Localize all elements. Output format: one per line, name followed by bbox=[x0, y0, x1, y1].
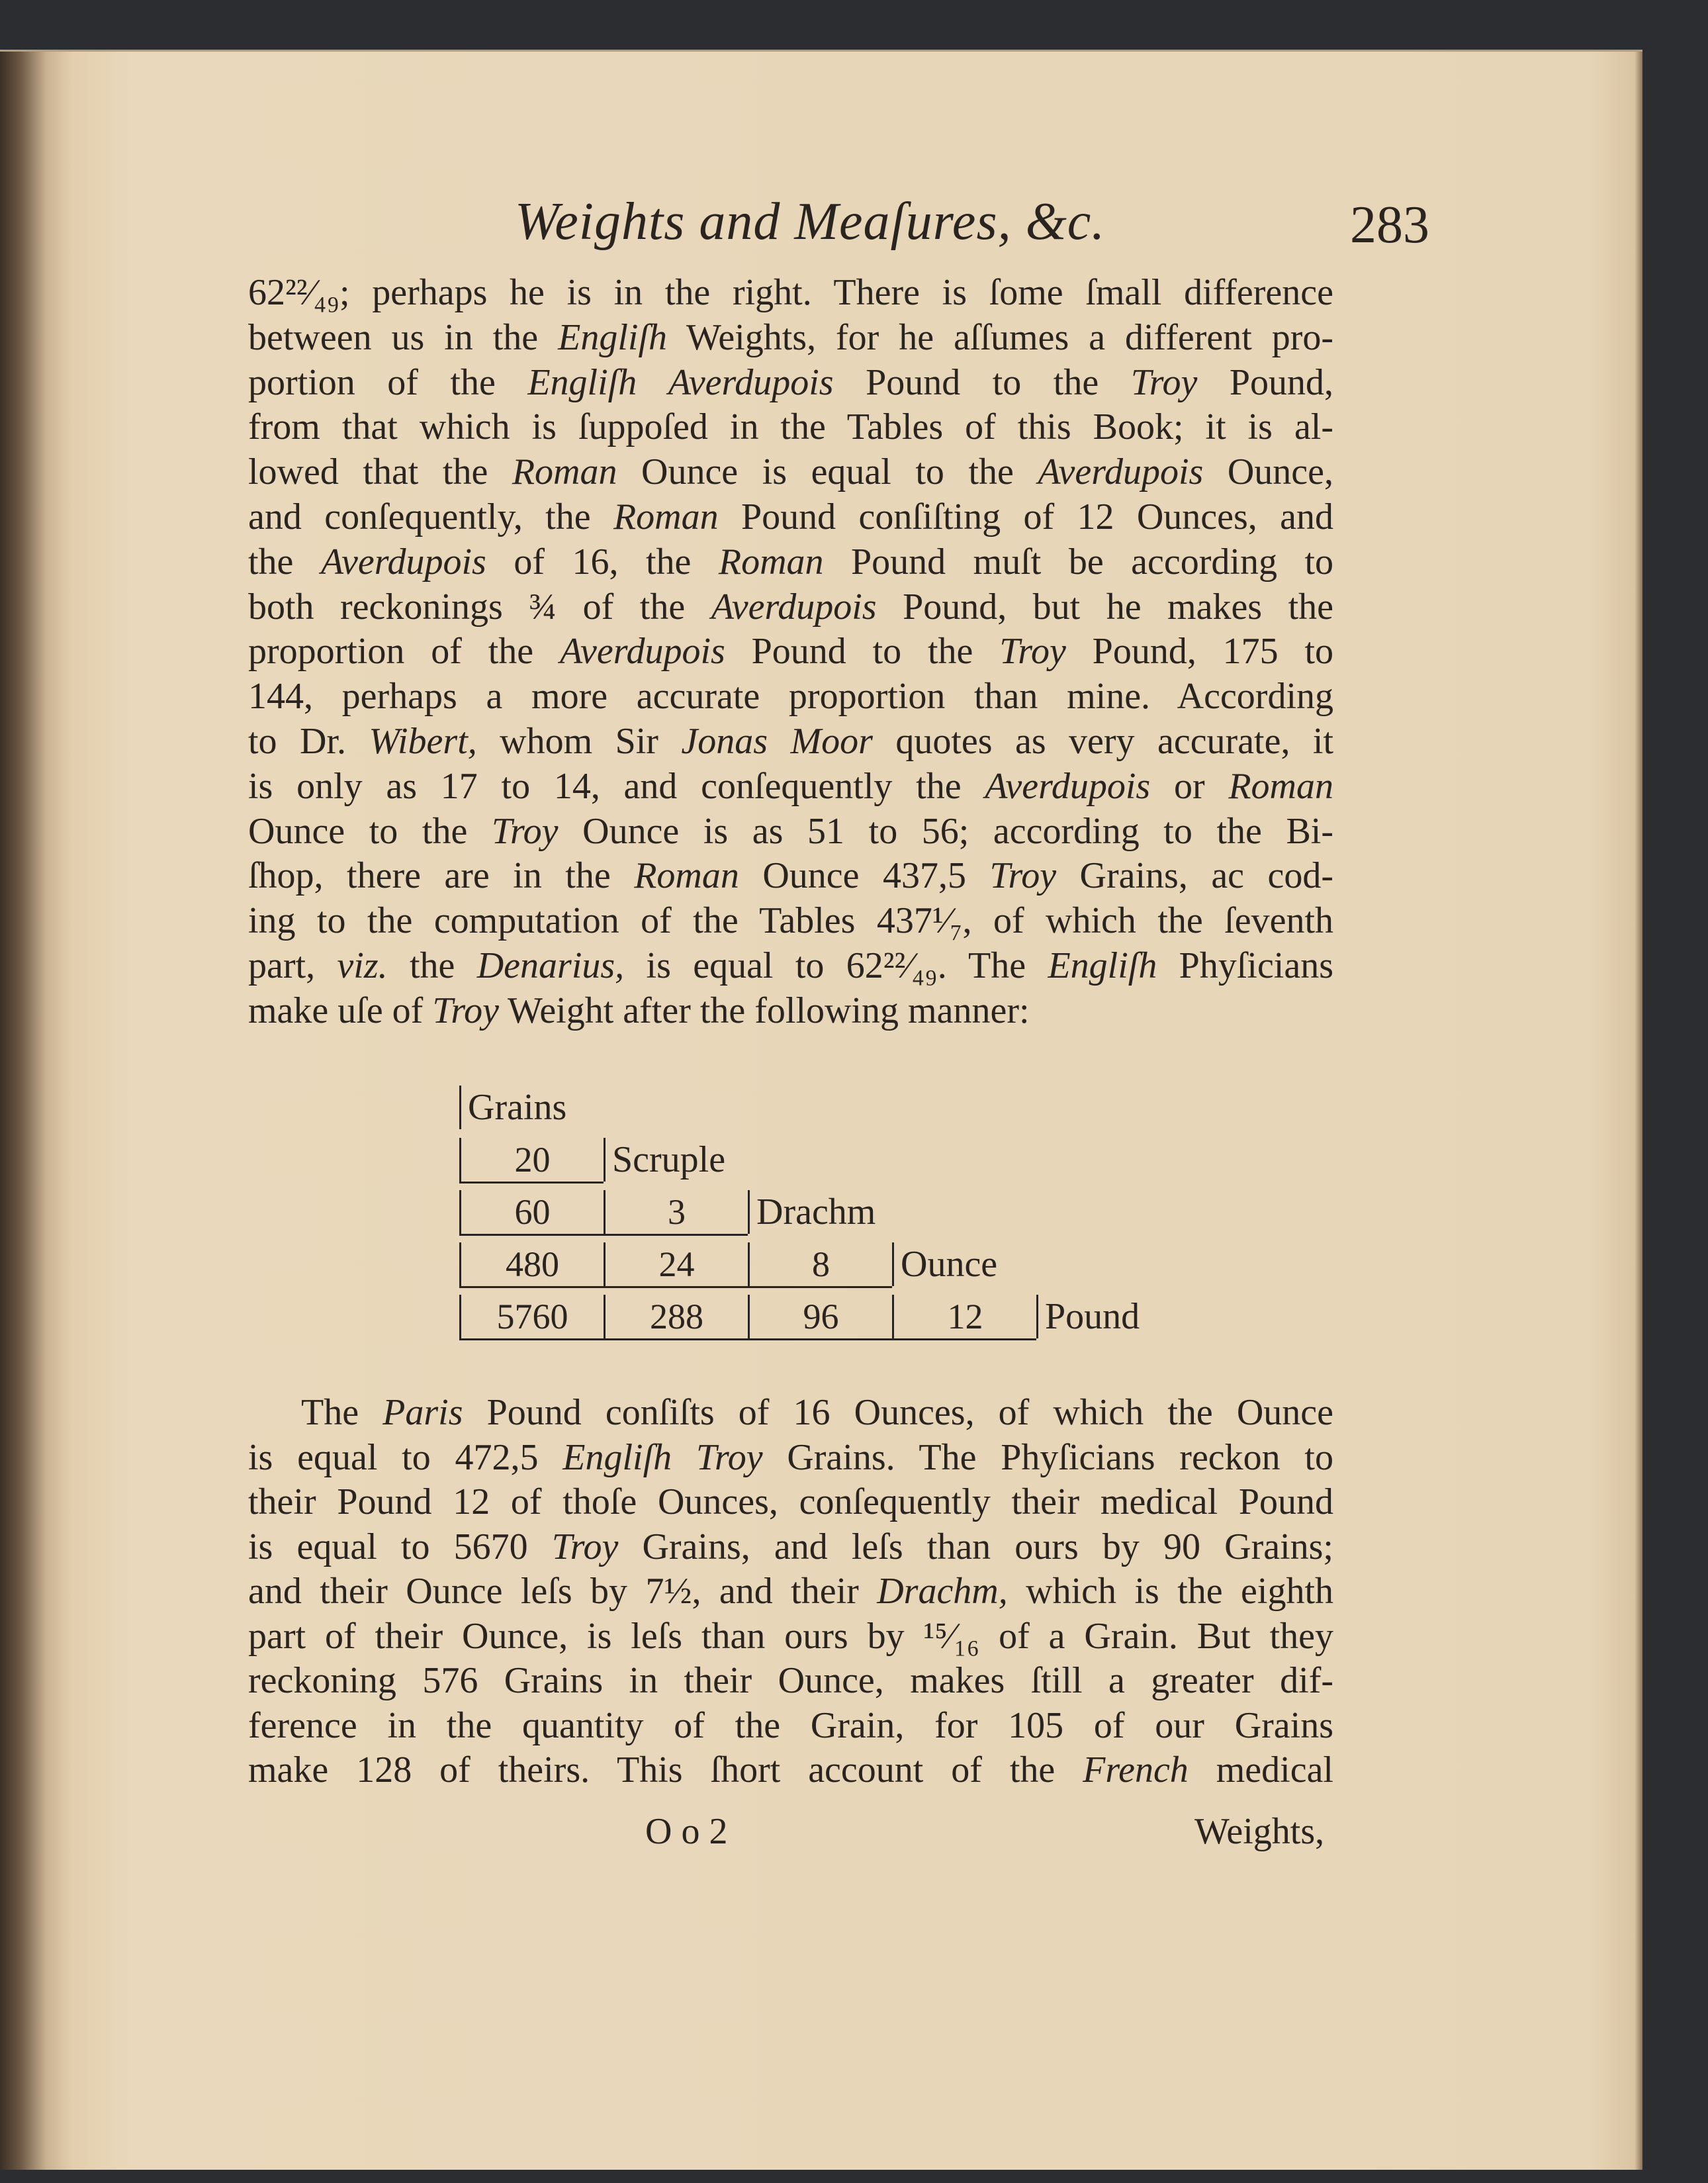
text-line bbox=[248, 853, 1333, 898]
text: the bbox=[248, 541, 321, 582]
text: Weight after the following manner: bbox=[498, 990, 1030, 1031]
unit-label: Grains bbox=[459, 1086, 566, 1129]
text: of 16, the bbox=[486, 541, 719, 582]
text: reckoning 576 Grains in their Ounce, makes ſtill a greater dif- bbox=[248, 1660, 1333, 1701]
italic-text: Roman bbox=[634, 855, 739, 897]
unit-label: Drachm bbox=[748, 1190, 876, 1234]
text-line bbox=[248, 1435, 1333, 1480]
text-line bbox=[248, 584, 1333, 629]
italic-text: Roman bbox=[718, 541, 824, 582]
text: ference in the quantity of the Grain, for 105 of our Grains bbox=[248, 1704, 1333, 1746]
text-line bbox=[248, 674, 1333, 719]
italic-text: Troy bbox=[999, 631, 1066, 673]
text: the bbox=[387, 945, 477, 986]
italic-text: Averdupois bbox=[559, 631, 725, 673]
text-line bbox=[248, 449, 1333, 494]
text: portion of the bbox=[248, 361, 528, 403]
text: part of their Ounce, is leſs than ours by ¹⁵⁄₁₆ of a Grain. But they bbox=[248, 1615, 1333, 1657]
text: Pound to the bbox=[833, 361, 1131, 403]
unit-label: Pound bbox=[1036, 1295, 1140, 1338]
text: and their Ounce leſs by 7½, and their bbox=[248, 1571, 877, 1612]
text-line bbox=[248, 1614, 1333, 1659]
text-line bbox=[248, 764, 1333, 809]
text: Grains. The Phyſicians reckon to bbox=[762, 1436, 1333, 1478]
italic-text: Troy bbox=[989, 855, 1057, 897]
text: Pound conſiſting of 12 Ounces, and bbox=[718, 496, 1333, 537]
text: both reckonings ¾ of the bbox=[248, 586, 711, 627]
page-number: 283 bbox=[1350, 196, 1429, 254]
text: is equal to 472,5 bbox=[248, 1436, 563, 1478]
text: medical bbox=[1188, 1749, 1333, 1790]
text: Pound to the bbox=[725, 631, 1000, 673]
text: make uſe of bbox=[248, 990, 433, 1031]
table-cell: 96 bbox=[748, 1295, 892, 1340]
text: whom Sir bbox=[476, 721, 682, 762]
text-line bbox=[301, 1390, 1333, 1435]
text: Weights, for he aſſumes a different pro- bbox=[667, 316, 1333, 358]
text: Ounce is equal to the bbox=[617, 451, 1038, 493]
text-line bbox=[248, 270, 1333, 315]
text: their Pound 12 of thoſe Ounces, conſequently their medical Pound bbox=[248, 1481, 1333, 1522]
table-cell: 5760 bbox=[459, 1295, 604, 1340]
table-cell: 24 bbox=[604, 1242, 748, 1288]
text-line bbox=[248, 943, 1333, 988]
table-cell: 480 bbox=[459, 1242, 604, 1288]
text: from that which is ſuppoſed in the Tables of this Book; it is al- bbox=[248, 406, 1333, 448]
table-cell: 60 bbox=[459, 1190, 604, 1236]
italic-text: Denarius, bbox=[476, 945, 625, 986]
text: make 128 of theirs. This ſhort account of the bbox=[248, 1749, 1083, 1790]
italic-text: Wibert, bbox=[369, 721, 477, 762]
text-line bbox=[248, 1479, 1333, 1524]
text-line bbox=[248, 629, 1333, 674]
italic-text: Engliſh bbox=[558, 316, 668, 358]
text: Ounce 437,5 bbox=[739, 855, 990, 897]
text: between us in the bbox=[248, 316, 559, 358]
text: 144, perhaps a more accurate proportion than mine. According bbox=[248, 676, 1333, 718]
text-line bbox=[248, 539, 1333, 584]
text-line bbox=[248, 719, 1333, 764]
text: is equal to 62²²⁄₄₉. The bbox=[624, 945, 1048, 986]
text-line bbox=[248, 1569, 1333, 1614]
text: which is the eighth bbox=[1007, 1571, 1334, 1612]
text: to Dr. bbox=[248, 721, 369, 762]
italic-text: Troy bbox=[432, 990, 499, 1031]
text-line bbox=[248, 315, 1333, 360]
text: 62²²⁄₄₉; perhaps he is in the right. There is ſome ſmall difference bbox=[248, 272, 1333, 313]
text-line bbox=[248, 404, 1333, 449]
unit-label: Scruple bbox=[604, 1138, 725, 1182]
italic-text: Troy bbox=[1130, 361, 1198, 403]
text: Ounce is as 51 to 56; according to the Bi- bbox=[558, 810, 1334, 852]
text: Ounce to the bbox=[248, 810, 492, 852]
italic-text: Roman bbox=[512, 451, 617, 493]
text-line bbox=[248, 1658, 1333, 1703]
text: is only as 17 to 14, and conſequently the bbox=[248, 765, 985, 807]
text: lowed that the bbox=[248, 451, 512, 493]
table-cell: 288 bbox=[604, 1295, 748, 1340]
text-line bbox=[248, 1747, 1333, 1792]
italic-text: Averdupois bbox=[711, 586, 877, 627]
catchword: Weights, bbox=[1194, 1811, 1325, 1852]
text-line bbox=[248, 494, 1333, 539]
italic-text: French bbox=[1083, 1749, 1189, 1790]
text: part, bbox=[248, 945, 337, 986]
text: Pound, 175 to bbox=[1065, 631, 1334, 673]
text: Pound conſiſts of 16 Ounces, of which the Ounce bbox=[463, 1392, 1333, 1433]
italic-text: Troy bbox=[491, 810, 559, 852]
table-cell: 12 bbox=[892, 1295, 1036, 1340]
text: Pound, but he makes the bbox=[876, 586, 1333, 627]
table-cell: 20 bbox=[459, 1138, 604, 1184]
italic-text: Troy bbox=[551, 1526, 619, 1567]
text: and conſequently, the bbox=[248, 496, 613, 537]
signature-mark: Oo2 bbox=[645, 1811, 737, 1852]
italic-text: viz. bbox=[337, 945, 388, 986]
text: ing to the computation of the Tables 437¹⁄₇, of which the ſeventh bbox=[248, 900, 1333, 942]
text: Grains, ac cod- bbox=[1056, 855, 1334, 897]
table-cell: 3 bbox=[604, 1190, 748, 1236]
text: Grains, and leſs than ours by 90 Grains; bbox=[618, 1526, 1333, 1567]
italic-text: Roman bbox=[613, 496, 719, 537]
italic-text: Drachm, bbox=[877, 1571, 1008, 1612]
text: Pound muſt be according to bbox=[823, 541, 1334, 582]
text: Pound, bbox=[1197, 361, 1333, 403]
italic-text: Roman bbox=[1228, 765, 1333, 807]
text: Ounce, bbox=[1203, 451, 1333, 493]
text: ſhop, there are in the bbox=[248, 855, 635, 897]
italic-text: Engliſh Troy bbox=[562, 1436, 763, 1478]
text: Phyſicians bbox=[1157, 945, 1334, 986]
italic-text: Jonas Moor bbox=[681, 721, 873, 762]
italic-text: Engliſh Averdupois bbox=[527, 361, 834, 403]
text-line bbox=[248, 1703, 1333, 1748]
italic-text: Averdupois bbox=[985, 765, 1151, 807]
text: proportion of the bbox=[248, 631, 560, 673]
unit-label: Ounce bbox=[892, 1242, 997, 1286]
text-line bbox=[248, 360, 1333, 405]
text: quotes as very accurate, it bbox=[872, 721, 1334, 762]
table-cell: 8 bbox=[748, 1242, 892, 1288]
italic-text: Averdupois bbox=[320, 541, 486, 582]
text: is equal to 5670 bbox=[248, 1526, 552, 1567]
text-line bbox=[248, 809, 1333, 854]
italic-text: Paris bbox=[382, 1392, 463, 1433]
text-line bbox=[248, 988, 1333, 1033]
text: The bbox=[301, 1392, 383, 1433]
italic-text: Engliſh bbox=[1048, 945, 1157, 986]
text-line bbox=[248, 1524, 1333, 1569]
running-head: Weights and Meaſures, &c. bbox=[515, 193, 1106, 251]
italic-text: Averdupois bbox=[1038, 451, 1204, 493]
text-line bbox=[248, 898, 1333, 943]
text: or bbox=[1150, 765, 1229, 807]
